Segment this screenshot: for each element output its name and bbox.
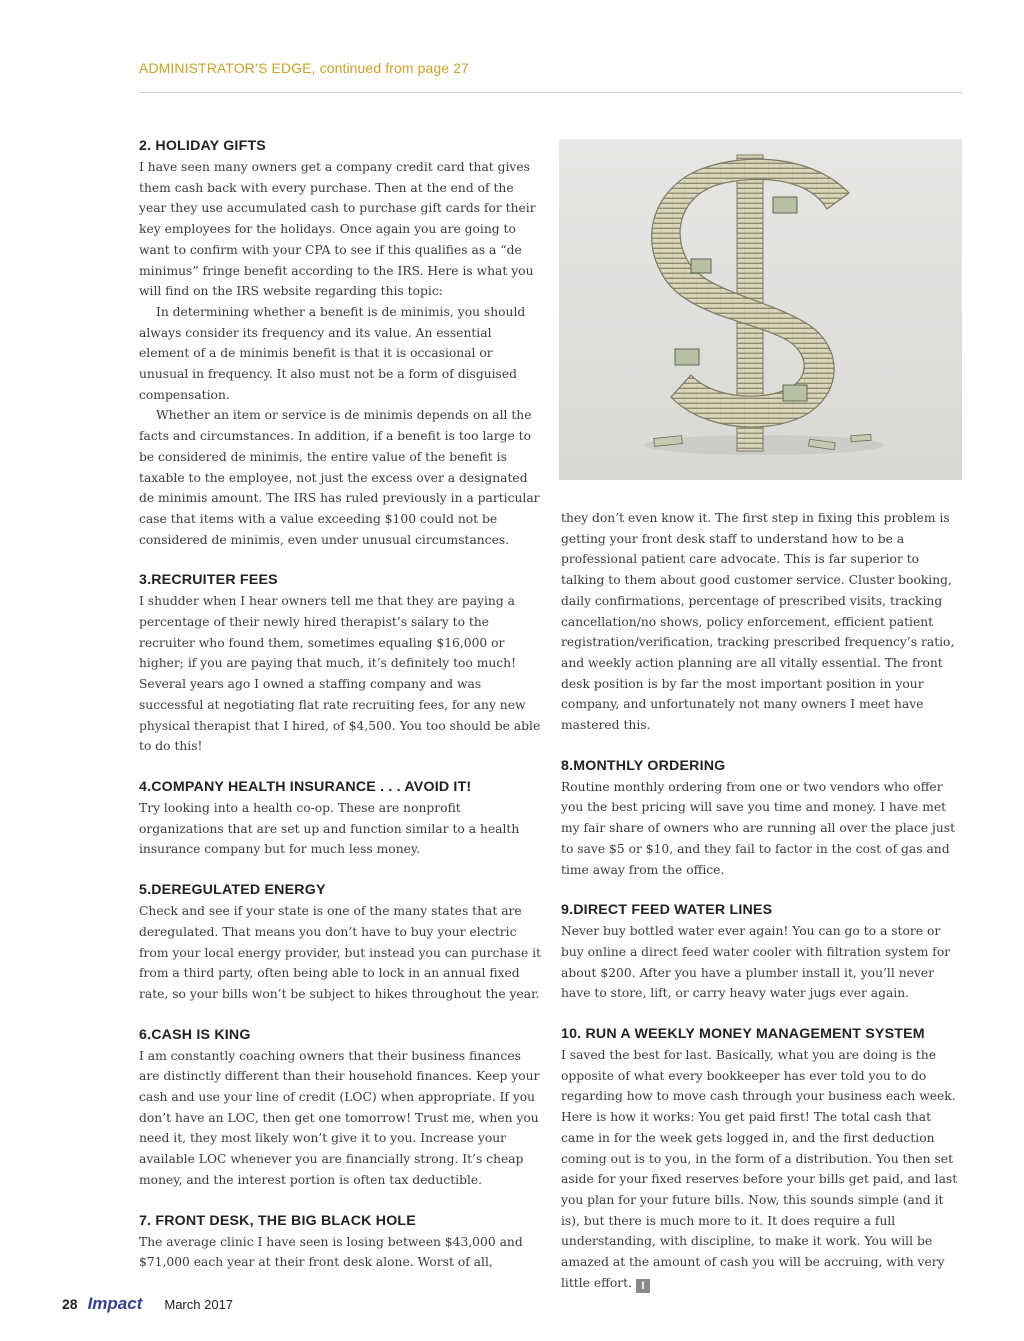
page-footer xyxy=(62,1294,233,1314)
section-cash-is-king xyxy=(139,1025,542,1191)
body-paragraph: I am constantly coaching owners that their business finances are distinctly different than their household finances. Keep your cash and use your line of credit (LOC) when appropriate. If you don’t have an LOC, then get one tomorrow! Trust me, when you need it, they most likely won’t give it to you. Increase your available LOC whenever you are financially strong. It’s cheap money, and the interest portion is often tax deductible. xyxy=(139,1048,540,1187)
section-water-lines xyxy=(561,900,964,1004)
magazine-logo: Impact xyxy=(87,1294,143,1313)
section-heading: 2. HOLIDAY GIFTS xyxy=(139,138,266,154)
running-head: ADMINISTRATOR’S EDGE, continued from page 27 xyxy=(139,60,469,76)
body-paragraph: I have seen many owners get a company credit card that gives them cash back with every purchase. Then at the end of the year they use accumulated cash to purchase gift cards for their key employees for the holidays. Once again you are going to want to confirm with your CPA to see if this qualifies as a “de minimus” fringe benefit according to the IRS. Here is what you will find on the IRS website regarding this topic: xyxy=(139,160,536,299)
section-heading: 8.MONTHLY ORDERING xyxy=(561,757,726,774)
section-heading: 3.RECRUITER FEES xyxy=(139,572,278,589)
section-heading: 9.DIRECT FEED WATER LINES xyxy=(561,902,773,919)
body-text: I saved the best for last. Basically, what you are doing is the opposite of what every bookkeeper has ever told you to do regarding how to move cash through your business each week. Here is how it works: You get paid first! The total cash that came in for the week gets logged in, and the first deduction coming out is to you, in the form of a distribution. You then set aside for your fixed reserves before your bills get paid, and last you plan for your future bills. Now, this sounds simple (and it is), but there is much more to it. It does require a full understanding, with discipline, to make it work. You will be amazed at the amount of cash you will be accruing, with very little effort. xyxy=(561,1048,958,1290)
section-heading: 6.CASH IS KING xyxy=(139,1026,251,1043)
body-paragraph: The average clinic I have seen is losing between $43,000 and $71,000 each year at their front desk alone. Worst of all, xyxy=(139,1234,523,1270)
body-paragraph: Try looking into a health co-op. These are nonprofit organizations that are set up and function similar to a health insurance company but for much less money. xyxy=(139,800,520,857)
body-paragraph: In determining whether a benefit is de minimis, you should always consider its frequency and its value. An essential element of a de minimis benefit is that it is occasional or unusual in frequency. It also must not be a form of disguised compensation. xyxy=(139,304,526,402)
body-paragraph: Routine monthly ordering from one or two vendors who offer you the best pricing will save you time and money. I have met my fair share of owners who are running all over the place just to save $5 or $10, and they fail to factor in the cost of gas and time away from the office. xyxy=(561,779,956,877)
right-column xyxy=(561,508,964,1314)
section-monthly-ordering xyxy=(561,756,964,881)
body-paragraph xyxy=(561,1045,964,1293)
issue-date: March 2017 xyxy=(164,1297,234,1312)
section-heading: 4.COMPANY HEALTH INSURANCE . . . AVOID IT! xyxy=(139,778,472,795)
section-recruiter-fees xyxy=(139,570,542,757)
section-deregulated-energy xyxy=(139,880,542,1005)
end-of-article-icon: I xyxy=(636,1279,650,1293)
dollar-sign-photo xyxy=(559,139,962,480)
left-column xyxy=(139,136,542,1293)
section-heading: 10. RUN A WEEKLY MONEY MANAGEMENT SYSTEM xyxy=(561,1026,925,1043)
header-divider xyxy=(139,92,963,93)
body-paragraph: they don’t even know it. The first step in fixing this problem is getting your front desk staff to understand how to be a professional patient care advocate. This is far superior to talking to them about good customer service. Cluster booking, daily confirmations, percentage of prescribed visits, tracking cancellation/no shows, policy enforcement, efficient patient registration/verification, tracking prescribed frequency’s ratio, and weekly action planning are all vitally essential. The front desk position is by far the most important position in your company, and unfortunately not many owners I meet have mastered this. xyxy=(561,511,955,733)
dollar-sign-illustration xyxy=(559,139,962,480)
section-heading: 5.DEREGULATED ENERGY xyxy=(139,882,326,899)
body-paragraph: Never buy bottled water ever again! You can go to a store or buy online a direct feed water cooler with filtration system for about $200. After you have a plumber install it, you’ll never have to store, lift, or carry heavy water jugs ever again. xyxy=(561,924,951,1001)
body-paragraph: Whether an item or service is de minimis depends on all the facts and circumstances. In addition, if a benefit is too large to be considered de minimis, the entire value of the benefit is taxable to the employee, not just the excess over a designated de minimis amount. The IRS has ruled previously in a particular case that items with a value exceeding $100 could not be considered de minimis, even under unusual circumstances. xyxy=(139,408,540,547)
section-money-management xyxy=(561,1024,964,1293)
section-front-desk-continued xyxy=(561,508,964,736)
page-number: 28 xyxy=(62,1296,78,1312)
body-paragraph: I shudder when I hear owners tell me that they are paying a percentage of their newly hired therapist’s salary to the recruiter who found them, sometimes equaling $16,000 or higher; if you are paying that much, it’s definitely too much! Several years ago I owned a staffing company and was successful at negotiating flat rate recruiting fees, for any new physical therapist that I hired, of $4,500. You too should be able to do this! xyxy=(139,594,541,754)
body-paragraph: Check and see if your state is one of the many states that are deregulated. That means you don’t have to buy your electric from your local energy provider, but instead you can purchase it from a third party, often being able to lock in an annual fixed rate, so your bills won’t be subject to hikes throughout the year. xyxy=(139,904,542,1001)
section-front-desk xyxy=(139,1211,542,1273)
section-heading: 7. FRONT DESK, THE BIG BLACK HOLE xyxy=(139,1212,416,1229)
section-health-insurance xyxy=(139,777,542,860)
section-holiday-gifts xyxy=(139,136,542,550)
